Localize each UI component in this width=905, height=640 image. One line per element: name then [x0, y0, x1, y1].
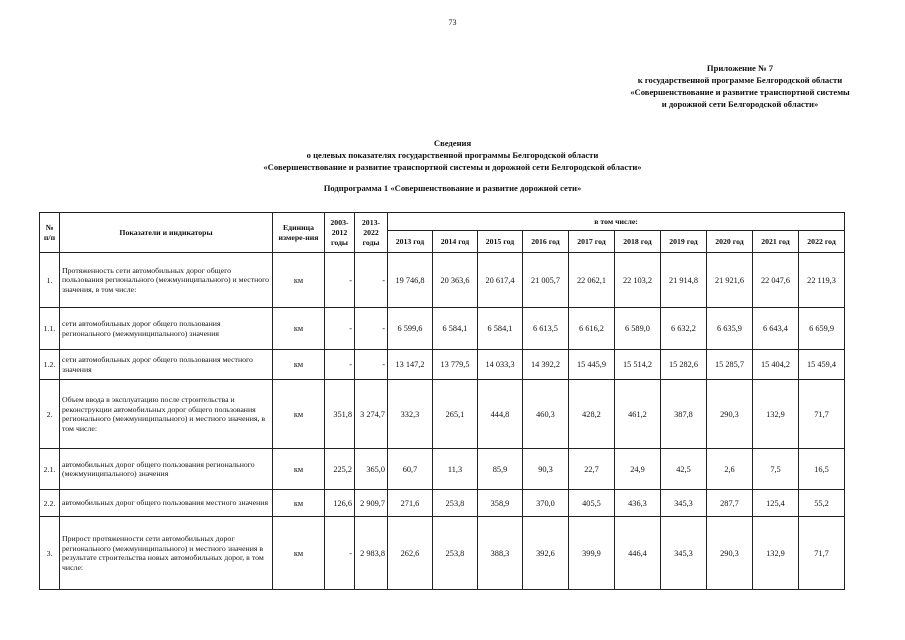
heading-line: «Совершенствование и развитие транспортной системы и дорожной сети Белгородской области»: [263, 162, 642, 172]
row-year-value: 6 584,1: [478, 308, 523, 350]
row-year-value: 461,2: [615, 380, 661, 449]
row-year-value: 21 914,8: [661, 253, 707, 308]
row-year-value: 14 033,3: [478, 350, 523, 380]
appendix-line: Приложение № 7: [706, 63, 774, 73]
row-year-value: 13 147,2: [388, 350, 433, 380]
row-year-value: 265,1: [433, 380, 478, 449]
row-period-1: 126,6: [325, 490, 355, 517]
header-period-2: 2013-2022 годы: [355, 213, 388, 253]
table-row: [40, 517, 845, 590]
row-year-value: 90,3: [523, 449, 569, 490]
table-row: [40, 308, 845, 350]
row-year-value: 6 613,5: [523, 308, 569, 350]
row-year-value: 21 005,7: [523, 253, 569, 308]
row-year-value: 42,5: [661, 449, 707, 490]
row-year-value: 13 779,5: [433, 350, 478, 380]
row-year-value: 253,8: [433, 490, 478, 517]
row-year-value: 22,7: [569, 449, 615, 490]
row-year-value: 24,9: [615, 449, 661, 490]
row-name: автомобильных дорог общего пользования регионального (межмуниципального) значения: [60, 449, 273, 490]
row-period-1: 225,2: [325, 449, 355, 490]
header-including: в том числе:: [388, 213, 845, 231]
row-year-value: 15 445,9: [569, 350, 615, 380]
row-year-value: 15 282,6: [661, 350, 707, 380]
row-period-1: -: [325, 253, 355, 308]
row-year-value: 11,3: [433, 449, 478, 490]
header-num: № п/п: [40, 213, 60, 253]
row-year-value: 21 921,6: [707, 253, 753, 308]
row-unit: км: [273, 350, 325, 380]
row-year-value: 6 632,2: [661, 308, 707, 350]
row-year-value: 6 616,2: [569, 308, 615, 350]
row-period-2: 365,0: [355, 449, 388, 490]
row-year-value: 387,8: [661, 380, 707, 449]
row-year-value: 15 285,7: [707, 350, 753, 380]
row-period-2: -: [355, 308, 388, 350]
header-year: 2015 год: [478, 231, 523, 253]
heading-line: о целевых показателях государственной программы Белгородской области: [306, 150, 599, 160]
row-year-value: 6 584,1: [433, 308, 478, 350]
appendix-block: [590, 62, 890, 110]
row-year-value: 132,9: [753, 380, 799, 449]
row-year-value: 15 404,2: [753, 350, 799, 380]
row-num: 2.: [40, 380, 60, 449]
row-year-value: 428,2: [569, 380, 615, 449]
row-year-value: 22 047,6: [753, 253, 799, 308]
header-year: 2014 год: [433, 231, 478, 253]
table-row: [40, 380, 845, 449]
row-year-value: 7,5: [753, 449, 799, 490]
row-year-value: 436,3: [615, 490, 661, 517]
row-year-value: 6 599,6: [388, 308, 433, 350]
subprogram-title: Подпрограмма 1 «Совершенствование и развитие дорожной сети»: [323, 183, 582, 193]
header-year: 2021 год: [753, 231, 799, 253]
row-year-value: 399,9: [569, 517, 615, 590]
row-year-value: 15 514,2: [615, 350, 661, 380]
row-name: сети автомобильных дорог общего пользования местного значения: [60, 350, 273, 380]
header-indicator: Показатели и индикаторы: [60, 213, 273, 253]
row-year-value: 444,8: [478, 380, 523, 449]
row-year-value: 287,7: [707, 490, 753, 517]
row-name: Объем ввода в эксплуатацию после строительства и реконструкции автомобильных дорог общего пользования регионального (межмуниципального) и местного значения, в том числе:: [60, 380, 273, 449]
indicators-table: [39, 212, 845, 590]
row-period-1: 351,8: [325, 380, 355, 449]
row-year-value: 6 643,4: [753, 308, 799, 350]
appendix-line: «Совершенствование и развитие транспортной системы: [630, 87, 850, 97]
row-year-value: 22 062,1: [569, 253, 615, 308]
row-year-value: 6 589,0: [615, 308, 661, 350]
appendix-line: к государственной программе Белгородской области: [637, 75, 843, 85]
row-year-value: 290,3: [707, 380, 753, 449]
header-year: 2020 год: [707, 231, 753, 253]
row-unit: км: [273, 308, 325, 350]
row-num: 2.2.: [40, 490, 60, 517]
row-year-value: 345,3: [661, 490, 707, 517]
row-year-value: 22 103,2: [615, 253, 661, 308]
row-year-value: 392,6: [523, 517, 569, 590]
row-period-1: -: [325, 517, 355, 590]
page-number: 73: [448, 18, 457, 27]
row-period-2: 2 983,8: [355, 517, 388, 590]
row-name: Протяженность сети автомобильных дорог общего пользования регионального (межмуниципального) и местного значения, в том числе:: [60, 253, 273, 308]
row-unit: км: [273, 490, 325, 517]
row-year-value: 290,3: [707, 517, 753, 590]
row-period-2: 2 909,7: [355, 490, 388, 517]
row-num: 3.: [40, 517, 60, 590]
row-period-1: -: [325, 308, 355, 350]
table-row: [40, 449, 845, 490]
header-period-1: 2003-2012 годы: [325, 213, 355, 253]
row-period-2: -: [355, 350, 388, 380]
row-year-value: 16,5: [799, 449, 845, 490]
row-unit: км: [273, 380, 325, 449]
appendix-line: и дорожной сети Белгородской области»: [661, 99, 819, 109]
row-year-value: 262,6: [388, 517, 433, 590]
row-year-value: 19 746,8: [388, 253, 433, 308]
row-year-value: 55,2: [799, 490, 845, 517]
row-year-value: 125,4: [753, 490, 799, 517]
header-unit: Единица измере-ния: [273, 213, 325, 253]
row-year-value: 22 119,3: [799, 253, 845, 308]
row-name: автомобильных дорог общего пользования местного значения: [60, 490, 273, 517]
row-year-value: 388,3: [478, 517, 523, 590]
row-year-value: 60,7: [388, 449, 433, 490]
row-num: 1.: [40, 253, 60, 308]
row-year-value: 253,8: [433, 517, 478, 590]
table-row: [40, 350, 845, 380]
row-unit: км: [273, 253, 325, 308]
row-year-value: 405,5: [569, 490, 615, 517]
row-year-value: 370,0: [523, 490, 569, 517]
header-year: 2018 год: [615, 231, 661, 253]
row-unit: км: [273, 449, 325, 490]
row-year-value: 332,3: [388, 380, 433, 449]
row-period-2: -: [355, 253, 388, 308]
row-year-value: 85,9: [478, 449, 523, 490]
row-unit: км: [273, 517, 325, 590]
row-year-value: 14 392,2: [523, 350, 569, 380]
row-year-value: 20 363,6: [433, 253, 478, 308]
header-year: 2016 год: [523, 231, 569, 253]
header-year: 2017 год: [569, 231, 615, 253]
header-year: 2022 год: [799, 231, 845, 253]
row-num: 1.1.: [40, 308, 60, 350]
heading-title: Сведения: [433, 138, 472, 148]
row-num: 2.1.: [40, 449, 60, 490]
row-year-value: 15 459,4: [799, 350, 845, 380]
table-row: [40, 253, 845, 308]
row-name: Прирост протяженности сети автомобильных дорог регионального (межмуниципального) и местного значения в результате строительства новых автомобильных дорог, в том числе:: [60, 517, 273, 590]
header-year: 2019 год: [661, 231, 707, 253]
table-row: [40, 490, 845, 517]
row-year-value: 6 659,9: [799, 308, 845, 350]
row-year-value: 345,3: [661, 517, 707, 590]
row-year-value: 446,4: [615, 517, 661, 590]
row-year-value: 271,6: [388, 490, 433, 517]
row-year-value: 132,9: [753, 517, 799, 590]
row-year-value: 71,7: [799, 517, 845, 590]
row-period-2: 3 274,7: [355, 380, 388, 449]
row-year-value: 71,7: [799, 380, 845, 449]
document-heading: [0, 137, 905, 173]
row-year-value: 358,9: [478, 490, 523, 517]
row-year-value: 460,3: [523, 380, 569, 449]
header-year: 2013 год: [388, 231, 433, 253]
row-year-value: 2,6: [707, 449, 753, 490]
row-num: 1.2.: [40, 350, 60, 380]
row-period-1: -: [325, 350, 355, 380]
row-year-value: 6 635,9: [707, 308, 753, 350]
row-name: сети автомобильных дорог общего пользования регионального (межмуниципального) значения: [60, 308, 273, 350]
row-year-value: 20 617,4: [478, 253, 523, 308]
